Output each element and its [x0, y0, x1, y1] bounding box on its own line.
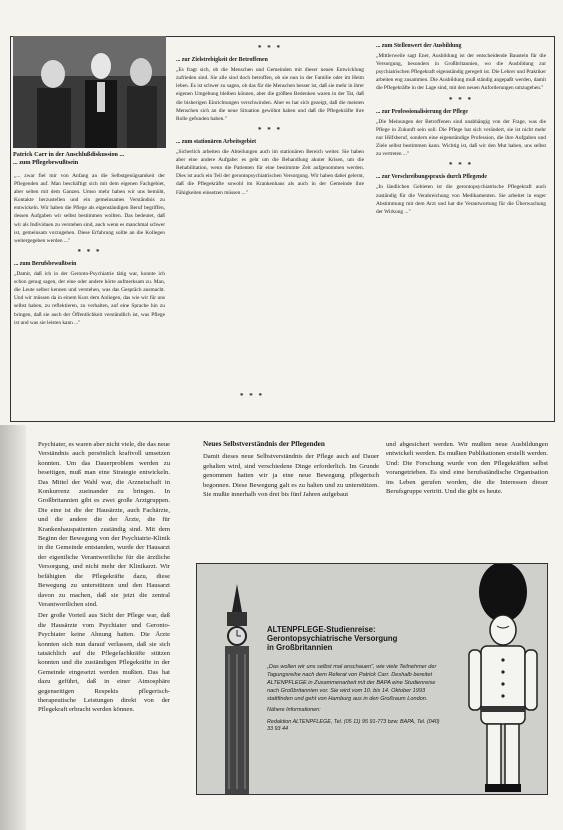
section-heading: ... zum Stellenwert der Ausbildung — [376, 43, 462, 49]
section-divider-stars: * * * — [449, 161, 473, 170]
quote-paragraph: „Die Meinungen der Betroffenen sind unabhängig von der Frage, was die Pflege in Zukunft sein soll. Die Pflege hat sich verändert, sie ist nicht mehr nur Hilfsberuf, sondern eine eigenständige Profession, die ihre Aufgaben und Ziele selbst bestimmen kann. Wichtig ist, daß wir den Mut haben, uns selbst zu vertreten ..." — [376, 118, 546, 158]
section-heading: ... zum Berufsbewußtsein — [14, 260, 77, 267]
royal-guard-illustration — [459, 564, 547, 794]
quote-paragraph: „... zwar fiel mir von Anfang an die Selbstgenügsamkeit der Pflegenden auf. Man beschäftigt sich mit dem eigenen Fachgebiet, aber selten mit dem Ganzen. Umso mehr haben wir uns bemüht, Kontakte herzustellen und ein gemeinsames Verständnis zu entwickeln. Wir haben die Pflege als eigenständigen Beruf begriffen, dessen Aufgaben wir selbst bestimmen wollten. Das bedeutet, daß wir als Individuen zu verstehen sind, auch wenn es manchmal schwer ist, gemeinsam vorzugehen. Diese Erfahrung sollte an die Kollegen weitergegeben werden ..." — [14, 173, 165, 244]
box-column-3 — [376, 42, 546, 219]
photo-illustration — [13, 36, 166, 148]
box-bottom-stars: * * * — [240, 392, 264, 400]
quote-paragraph: „Es fragt sich, ob die Menschen und Gemeinden mit dieser neuen Entwicklung zufrieden sind. Sie alle sind doch betroffen, ob sie nun in der Familie oder im Heim leben. Es ist schwer zu sagen, ob das für die Menschen besser ist, daß sie mehr in ihrer eigenen Umgebung bleiben können, aber die größten Bedenken waren in der Tat, daß die bisherigen Einrichtungen verschwinden. Aber es hat sich gezeigt, daß die meisten Menschen sich an die neue Situation gewöhnt haben und daß die Pflegekräfte ihre Rolle gefunden haben." — [176, 67, 364, 122]
section-divider-stars: * * * — [258, 125, 282, 134]
section-heading: ... zur Professionalisierung der Pflege — [376, 108, 468, 115]
caption-line-2: ... zum Pflegebewußtsein — [13, 158, 79, 166]
article-paragraph: Der große Vorteil aus Sicht der Pflege war, daß die Hausärzte vom Psychiater und Geronto-Psychiater keine Ahnung hatten. Die Ärzte konnten sich nun darauf verlassen, daß sie sich tatsächlich auf die Pflegefachkräfte stützen konnten und die zuständigen Pflegekräfte in der Gemeinde eingesetzt werden mußten. Das hat dazu geführt, daß in einer Atmosphäre gegenseitigen Respekts pflegerisch-therapeutische Leistungen direkt von der Pflegekraft erbracht werden können. — [38, 612, 170, 714]
article-paragraph: Psychiater, es waren aber nicht viele, die das neue Verständnis auch persönlich kraftvoll umsetzen konnten. Um das Dauerproblem werden zu beseitigen, muß man eine Strategie entwickeln. Das Mittel der Wahl war, die Arzneischaft in Konkurrenz zueinander zu bringen. In Großbritannien gibt es zwei große Arztgruppen. Die eine ist die der Hausärzte, auch Fachärzte, und die andere die der Ärzte, die für Krankenhauspatienten zuständig sind. Mit dem Beginn der Bewegung von der Psychiatrie-Klinik in die Gemeinde entstanden, wurde der Hausarzt der eigentliche Verantwortliche für die ärztliche Versorgung, und nicht mehr der Klinikarzt. Wir befähigten die Pflegekräfte dazu, diese Bewegung zu unterstützen und den Hausarzt davon zu machen, daß sie jetzt die zentral Verantwortlichen sind. — [38, 441, 170, 608]
quote-paragraph: „In ländlichen Gebieten ist die gerontopsychiatrische Pflegekraft auch zuständig für die Verabreichung von Medikamenten. Sie arbeitet in enger Abstimmung mit dem Arzt und hat die Verantwortung für die Überwachung der Wirkung ..." — [376, 184, 546, 215]
ad-contact-details: Redaktion ALTENPFLEGE, Tel. (05 11) 95 91-773 bzw. BAPA, Tel. (040) 33 93 44 — [267, 718, 440, 733]
section-heading: ... zum stationären Arbeitsgebiet — [176, 138, 257, 145]
advertisement-text — [267, 626, 445, 734]
article-paragraph: Damit dieses neue Selbstverständnis der Pflege auch auf Dauer gehalten wird, sind verschiedene Dinge erforderlich. Im Grunde genommen hatten wir ja eine neue Bewegung pflegerisch begonnen. Diese Bewegung galt es zu halten und zu unterstützen. Sie mußte innerhalb von drei bis fünf Jahren aufgebaut — [203, 453, 379, 499]
caption-line-1: Patrick Carr in der Anschlußdiskussion ... — [13, 151, 125, 158]
section-heading: ... zur Verschreibungspraxis durch Pflegende — [376, 174, 487, 181]
box-column-1 — [14, 172, 165, 330]
article-paragraph: und abgesichert werden. Wir mußten neue Ausbildungen entwickelt werden. Es mußten Publikationen erstellt werden. Und: Die Forschung wurde von den Pflegekräften selbst vorangetrieben. Es sind eine berufsständische Organisation ins Leben gerufen worden, die die Interessen dieser Berufsgruppe vertritt. Und die gibt es heute. — [386, 441, 548, 496]
study-trip-advertisement — [196, 563, 548, 795]
section-heading: ... zur Zielstrebigkeit der Betroffenen — [176, 57, 268, 64]
photo-caption — [13, 151, 173, 167]
quote-paragraph: „Mittlerweile sagt Ener, Ausbildung ist der entscheidende Baustein für die Versorgung, besonders in Großbritannien, wo die Ausbildung zur psychiatrischen Pflegekraft eigenständig geregelt ist. Die Lehrer und Praktiker arbeiten eng zusammen. Die Ausbildung muß ständig angepaßt werden, damit die Pflegekräfte in der Lage sind, mit den neuen Anforderungen umzugehen." — [376, 53, 546, 92]
article-subheading: Neues Selbstverständnis der Pflegenden — [203, 440, 325, 448]
article-column-3 — [386, 440, 548, 498]
article-column-2 — [203, 440, 379, 501]
speaker-photo — [13, 36, 166, 148]
big-ben-illustration — [215, 584, 259, 794]
article-column-1 — [38, 440, 170, 717]
quote-paragraph: „Sicherlich arbeiten die Abteilungen auch im stationären Bereich weiter. Sie haben aber eine andere Aufgabe: es geht um die Behandlung akuter Krisen, um die Rehabilitation, wenn die Patienten für eine bestimmte Zeit aufgenommen werden. Dies ist auch ein Teil der gerontopsychiatrischen Versorgung. Wir haben dabei gelernt, daß die Pflegekräfte sowohl im Krankenhaus als auch in der Gemeinde ihre Fähigkeiten einsetzen müssen ..." — [176, 149, 364, 196]
ad-title-line-3: in Großbritannien — [267, 642, 333, 652]
box-column-2 — [176, 42, 364, 200]
section-divider-stars: * * * — [449, 95, 473, 104]
section-divider-stars: * * * — [258, 44, 282, 52]
page-gutter-shadow — [0, 425, 26, 830]
section-divider-stars: * * * — [77, 247, 102, 256]
ad-title-line-1: ALTENPFLEGE-Studienreise: — [267, 625, 376, 634]
ad-title-line-2: Gerontopsychiatrische Versorgung — [267, 633, 398, 643]
quote-paragraph: „Damit, daß ich in der Geronto-Psychiatrie tätig war, konnte ich schon genug sagen, der eine oder andere hörte aufmerksam zu. Man, die Leute selber kennen und verstehen, was das Gespräch ausmacht. Und wir müssen da in einem Kurs dem Anliegen, das wie wir für uns selbst haben, zu reflektieren, zu verhalten, auf eine Sprache hin zu bringen, daß sie auch der Öffentlichkeit verständlich ist, was Pflege ist und was sie leisten kann ..." — [14, 271, 165, 326]
ad-contact-heading: Nähere Informationen: — [267, 706, 321, 713]
ad-body: „Das wollen wir uns selbst mal anschauen", wie viele Teilnehmer der Tagungsreihe nach dem Referat von Patrick Carr. Deshalb bereitet ALTENPFLEGE in Zusammenarbeit mit der BAPA eine Studienreise nach Großbritannien vor. Sie wird vom 10. bis 14. Oktober 1993 stattfinden und geht von Hamburg aus in den Großraum London. — [267, 663, 437, 702]
